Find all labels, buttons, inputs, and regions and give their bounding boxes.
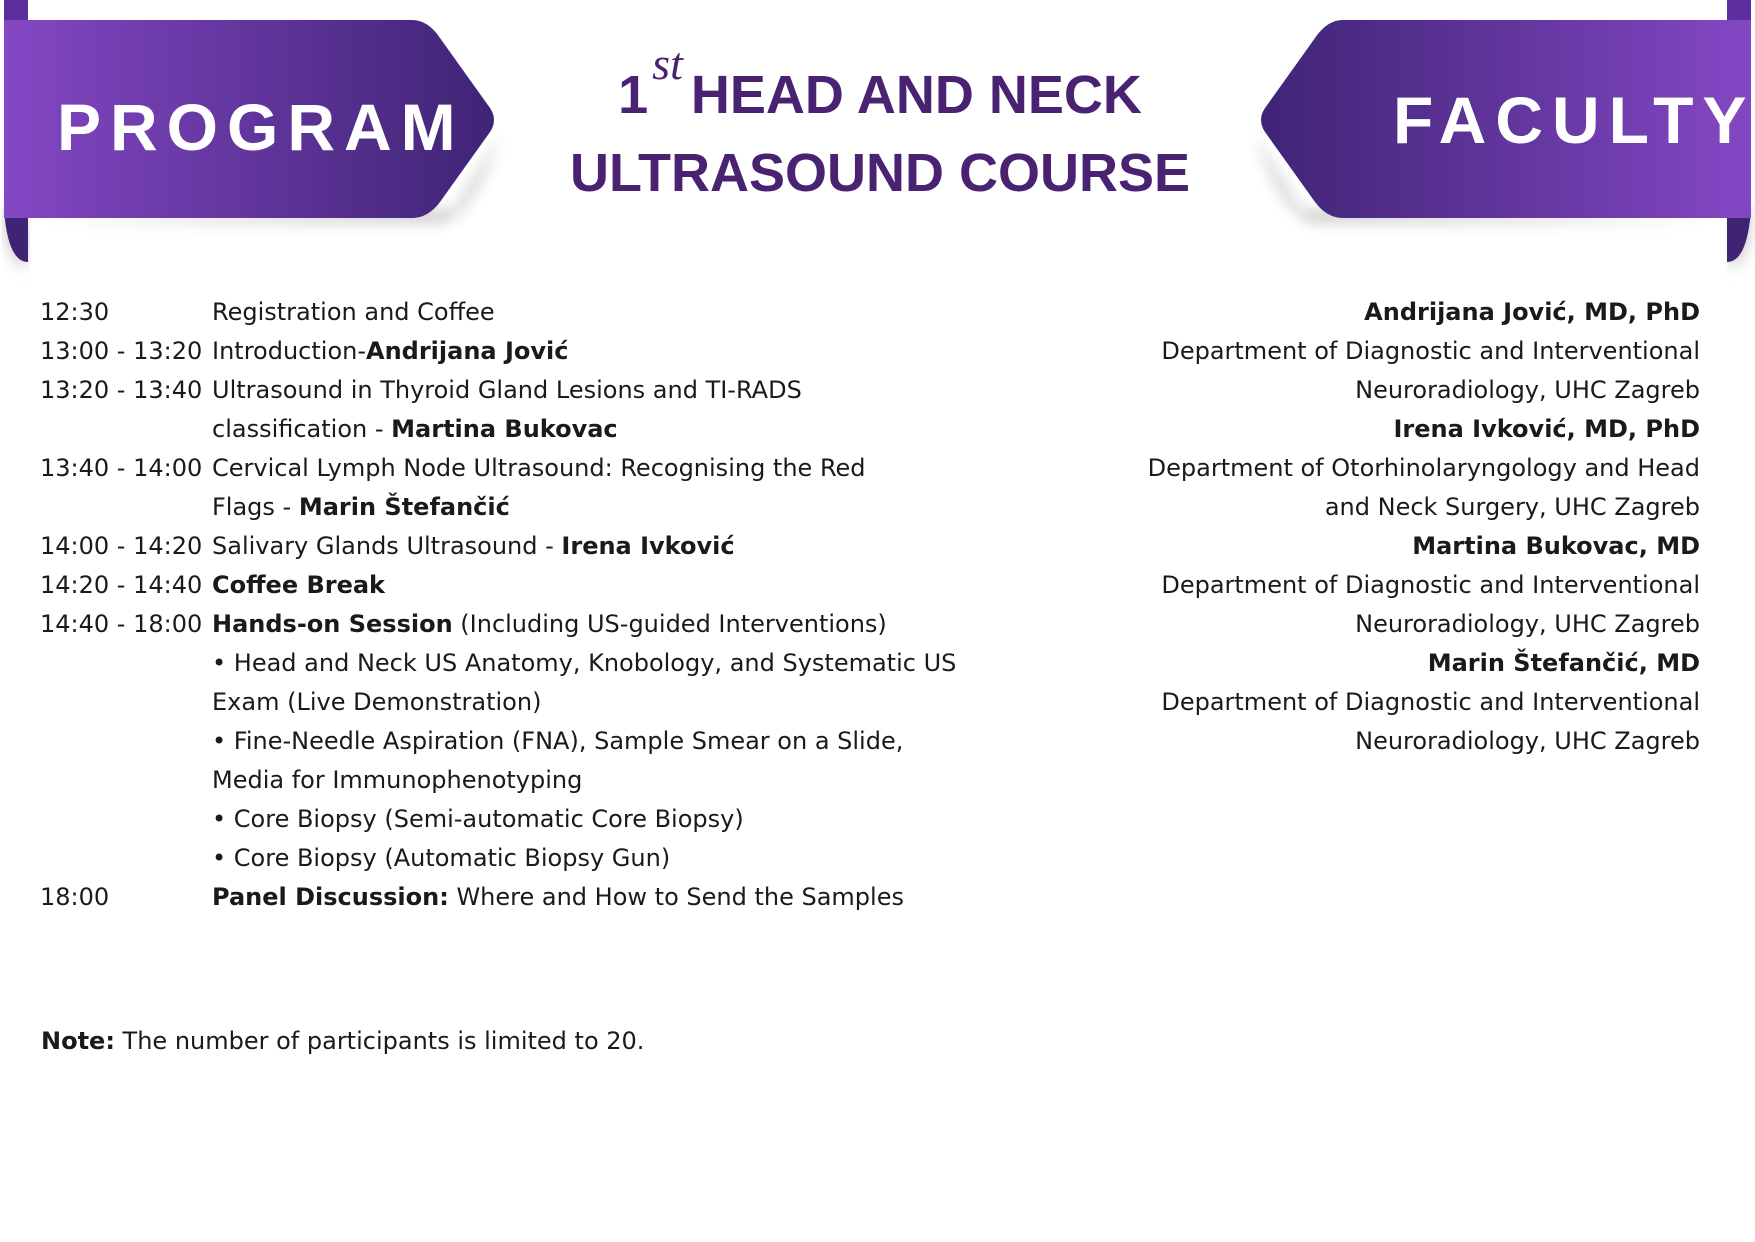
program-row: [40, 371, 990, 410]
program-time: 13:00 - 13:20: [40, 337, 203, 365]
program-time: 14:00 - 14:20: [40, 532, 203, 560]
program-description: [212, 683, 990, 722]
program-row: [40, 878, 990, 917]
program-description: [212, 605, 990, 644]
program-description: [212, 722, 990, 761]
program-description: [212, 371, 990, 410]
faculty-banner-label: FACULTY: [1393, 83, 1755, 157]
course-title-line2: ULTRASOUND COURSE: [570, 143, 1190, 203]
program-description: [212, 332, 990, 371]
faculty-name: Irena Ivković, MD, PhD: [1393, 415, 1700, 443]
program-row: [40, 683, 990, 722]
program-text: Flags -: [212, 493, 299, 521]
program-time-spacer: [40, 488, 212, 527]
program-time-spacer: [40, 722, 212, 761]
program-highlight: Hands-on Session: [212, 610, 453, 638]
program-description: [212, 644, 990, 683]
faculty-affiliation: Neuroradiology, UHC Zagreb: [1355, 727, 1700, 755]
program-description: [212, 527, 990, 566]
program-highlight: Martina Bukovac: [391, 415, 618, 443]
program-row: [40, 722, 990, 761]
program-row: [40, 605, 990, 644]
faculty-affiliation: Department of Otorhinolaryngology and Head: [1147, 454, 1700, 482]
program-row: [40, 644, 990, 683]
program-description: [212, 761, 990, 800]
program-text: • Core Biopsy (Automatic Biopsy Gun): [212, 844, 671, 872]
program-text: Where and How to Send the Samples: [448, 883, 904, 911]
program-highlight: Marin Štefančić: [298, 493, 510, 521]
program-time: 13:20 - 13:40: [40, 376, 203, 404]
program-description: [212, 566, 990, 605]
program-highlight: Coffee Break: [212, 571, 386, 599]
program-time: 14:20 - 14:40: [40, 571, 203, 599]
program-text: Ultrasound in Thyroid Gland Lesions and TI-RADS: [212, 376, 802, 404]
program-description: [212, 488, 990, 527]
program-highlight: Panel Discussion:: [212, 883, 449, 911]
program-highlight: Andrijana Jović: [366, 337, 569, 365]
program-time-spacer: [40, 761, 212, 800]
note-label: Note:: [41, 1027, 115, 1055]
program-time-spacer: [40, 410, 212, 449]
program-row: [40, 839, 990, 878]
program-row: [40, 410, 990, 449]
program-time-spacer: [40, 683, 212, 722]
program-text: • Head and Neck US Anatomy, Knobology, and Systematic US: [212, 649, 957, 677]
note-text: The number of participants is limited to 20.: [114, 1027, 645, 1055]
program-text: classification -: [212, 415, 392, 443]
program-row: [40, 449, 990, 488]
program-row: [40, 800, 990, 839]
program-time: 18:00: [40, 883, 110, 911]
program-schedule: [40, 293, 990, 917]
program-text: Exam (Live Demonstration): [212, 688, 542, 716]
program-text: Media for Immunophenotyping: [212, 766, 583, 794]
program-time: 12:30: [40, 298, 110, 326]
faculty-affiliation: Department of Diagnostic and Interventional: [1161, 688, 1700, 716]
program-time: 13:40 - 14:00: [40, 454, 203, 482]
program-description: [212, 878, 990, 917]
title-superscript: st: [652, 38, 683, 89]
program-row: [40, 566, 990, 605]
course-title-line1: [540, 38, 1220, 125]
program-description: [212, 839, 990, 878]
participant-note: [41, 1022, 644, 1061]
faculty-affiliation: Neuroradiology, UHC Zagreb: [1355, 376, 1700, 404]
program-highlight: Irena Ivković: [561, 532, 735, 560]
program-time-spacer: [40, 800, 212, 839]
title-line1-text: HEAD AND NECK: [690, 65, 1142, 125]
faculty-affiliation: Department of Diagnostic and Interventional: [1161, 337, 1700, 365]
program-row: [40, 761, 990, 800]
faculty-name: Martina Bukovac, MD: [1412, 532, 1700, 560]
program-row: [40, 488, 990, 527]
faculty-name: Marin Štefančić, MD: [1427, 649, 1700, 677]
faculty-affiliation: Neuroradiology, UHC Zagreb: [1355, 610, 1700, 638]
program-time-spacer: [40, 644, 212, 683]
program-time: 14:40 - 18:00: [40, 610, 203, 638]
program-text: Introduction-: [212, 337, 366, 365]
faculty-list: [1060, 293, 1700, 761]
program-text: • Fine-Needle Aspiration (FNA), Sample Smear on a Slide,: [212, 727, 904, 755]
program-row: [40, 332, 990, 371]
faculty-affiliation: Department of Diagnostic and Interventional: [1161, 571, 1700, 599]
program-time-spacer: [40, 839, 212, 878]
faculty-name: Andrijana Jović, MD, PhD: [1364, 298, 1700, 326]
program-banner-label: PROGRAM: [57, 90, 465, 164]
program-description: [212, 449, 990, 488]
program-text: Salivary Glands Ultrasound -: [212, 532, 562, 560]
faculty-affiliation: and Neck Surgery, UHC Zagreb: [1324, 493, 1700, 521]
program-text: Cervical Lymph Node Ultrasound: Recognising the Red: [212, 454, 866, 482]
program-text: Registration and Coffee: [212, 298, 495, 326]
program-row: [40, 293, 990, 332]
program-description: [212, 410, 990, 449]
program-description: [212, 293, 990, 332]
program-text: • Core Biopsy (Semi-automatic Core Biopsy): [212, 805, 744, 833]
title-number: 1: [618, 65, 649, 125]
program-row: [40, 527, 990, 566]
program-description: [212, 800, 990, 839]
program-text: (Including US-guided Interventions): [452, 610, 887, 638]
